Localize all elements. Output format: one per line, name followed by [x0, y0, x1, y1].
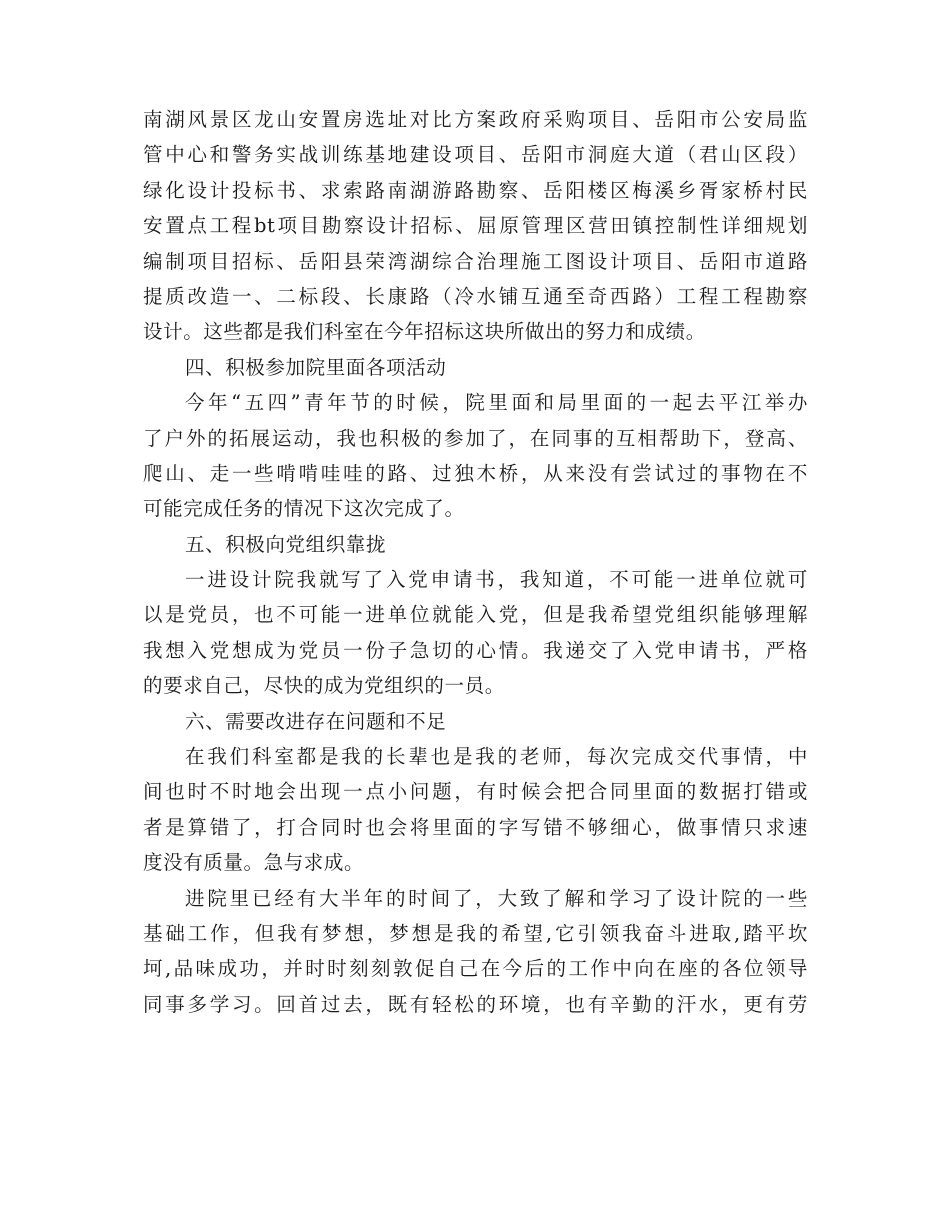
document-body — [143, 102, 808, 1022]
text-line: 以是党员，也不可能一进单位就能入党，但是我希望党组织能够理解 — [143, 603, 808, 627]
section-heading: 四、积极参加院里面各项活动 — [185, 355, 447, 379]
text-line: 提质改造一、二标段、长康路（冷水铺互通至奇西路）工程工程勘察 — [143, 284, 808, 308]
text-line: 的要求自己，尽快的成为党组织的一员。 — [143, 674, 505, 698]
text-line: 南湖风景区龙山安置房选址对比方案政府采购项目、岳阳市公安局监 — [143, 108, 808, 131]
text-line: 同事多学习。回首过去，既有轻松的环境，也有辛勤的汗水，更有劳 — [143, 992, 808, 1016]
text-line: 在我们科室都是我的长辈也是我的老师，每次完成交代事情，中 — [185, 745, 808, 769]
text-line: 今年“五四”青年节的时候，院里面和局里面的一起去平江举办 — [185, 391, 808, 415]
text-line: 我想入党想成为党员一份子急切的心情。我递交了入党申请书，严格 — [143, 638, 808, 662]
text-line: 基础工作，但我有梦想，梦想是我的希望,它引领我奋斗进取,踏平坎 — [143, 921, 808, 945]
text-line: 安置点工程bt项目勘察设计招标、屈原管理区营田镇控制性详细规划 — [143, 214, 808, 238]
text-line: 编制项目招标、岳阳县荣湾湖综合治理施工图设计项目、岳阳市道路 — [143, 249, 808, 273]
text-line: 坷,品味成功，并时时刻刻敦促自己在今后的工作中向在座的各位领导 — [143, 957, 808, 981]
text-line: 设计。这些都是我们科室在今年招标这块所做出的努力和成绩。 — [143, 320, 706, 344]
text-line: 管中心和警务实战训练基地建设项目、岳阳市洞庭大道（君山区段） — [143, 143, 808, 167]
text-line: 度没有质量。急与求成。 — [143, 851, 365, 875]
text-line: 进院里已经有大半年的时间了，大致了解和学习了设计院的一些 — [185, 886, 808, 910]
section-heading: 五、积极向党组织靠拢 — [185, 532, 387, 556]
text-line: 一进设计院我就写了入党申请书，我知道，不可能一进单位就可 — [185, 568, 808, 592]
text-line: 可能完成任务的情况下这次完成了。 — [143, 497, 465, 521]
section-heading: 六、需要改进存在问题和不足 — [185, 709, 447, 733]
text-line: 了户外的拓展运动，我也积极的参加了，在同事的互相帮助下，登高、 — [143, 426, 808, 450]
text-line: 绿化设计投标书、求索路南湖游路勘察、岳阳楼区梅溪乡胥家桥村民 — [143, 178, 808, 202]
text-line: 者是算错了，打合同时也会将里面的字写错不够细心，做事情只求速 — [143, 815, 808, 839]
text-line: 爬山、走一些啃啃哇哇的路、过独木桥，从来没有尝试过的事物在不 — [143, 461, 808, 485]
text-line: 间也时不时地会出现一点小问题，有时候会把合同里面的数据打错或 — [143, 780, 808, 804]
